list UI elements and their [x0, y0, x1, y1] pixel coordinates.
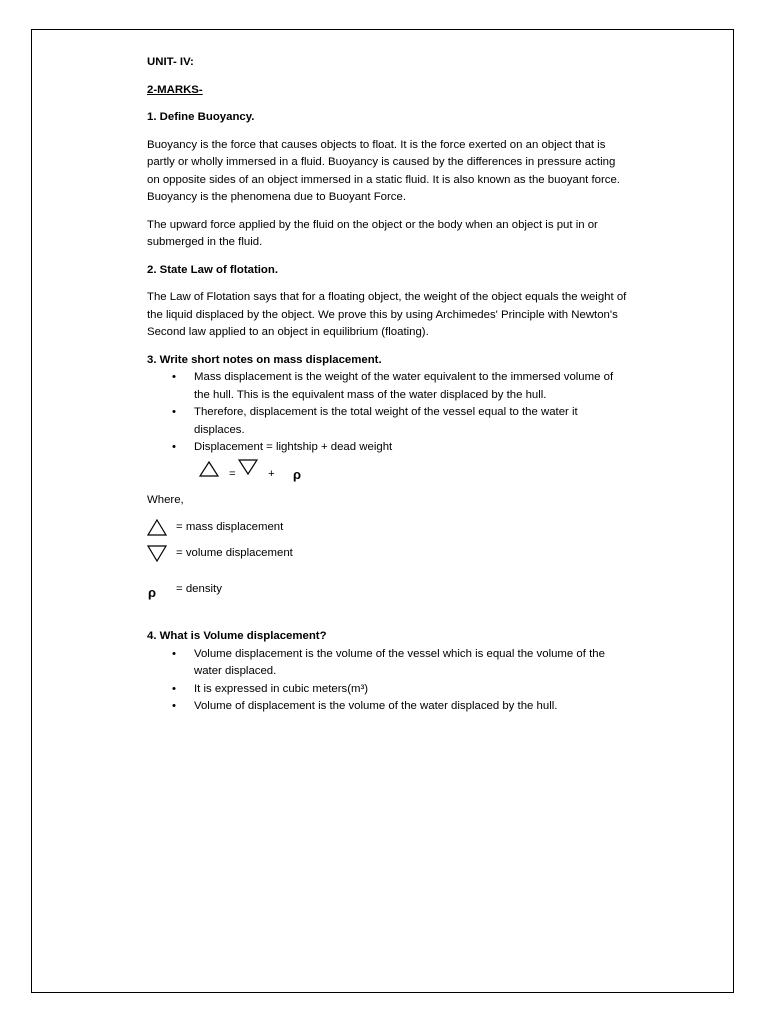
list-item: • Volume displacement is the volume of the vessel which is equal the volume of the water displaced.: [147, 646, 627, 681]
legend-volume-displacement: [147, 545, 627, 571]
q3-heading: 3. Write short notes on mass displacement.: [147, 353, 382, 366]
q1-paragraph-2: The upward force applied by the fluid on the object or the body when an object is put in or submerged in the fluid.: [147, 218, 598, 248]
triangle-up-icon: [147, 519, 167, 536]
legend-text: = mass displacement: [176, 521, 284, 533]
formula-rho: ρ: [293, 466, 302, 482]
q4-heading: 4. What is Volume displacement?: [147, 630, 327, 642]
legend-mass-displacement: [147, 519, 627, 545]
q1-paragraph-1: Buoyancy is the force that causes objects to float. It is the force exerted on an object that is partly or wholly immersed in a fluid. Buoyancy is caused by the differences in pressure acting on opposite sides of an object immersed in a static fluid. It is also known as the buoyant force. Buoyancy is the phenomena due to Buoyant Force.: [147, 138, 620, 203]
list-item: • Mass displacement is the weight of the water equivalent to the immersed volume of the hull. This is the equivalent mass of the water displaced by the hull.: [147, 369, 627, 404]
legend-text: = volume displacement: [176, 547, 293, 559]
q2-paragraph: The Law of Flotation says that for a floating object, the weight of the object equals the weight of the liquid displaced by the object. We prove this by using Archimedes' Principle with Newton's Second law applied to an object in equilibrium (floating).: [147, 291, 627, 338]
marks-heading: 2-MARKS-: [147, 83, 203, 96]
document-page: [31, 29, 734, 993]
where-label: Where,: [147, 493, 184, 506]
displacement-formula: [147, 457, 627, 493]
q1-heading: 1. Define Buoyancy.: [147, 111, 255, 123]
q3-bullet-list: [147, 369, 627, 457]
q4-bullet-list: [147, 646, 627, 716]
triangle-down-icon: [147, 545, 167, 562]
legend-density: [147, 581, 627, 607]
list-item: • Therefore, displacement is the total weight of the vessel equal to the water it displaces.: [147, 404, 627, 439]
list-item: • Displacement = lightship + dead weight: [147, 439, 627, 457]
list-item: • It is expressed in cubic meters(m³): [147, 681, 627, 699]
triangle-up-icon: [199, 461, 219, 477]
list-item: • Volume of displacement is the volume of the water displaced by the hull.: [147, 698, 627, 716]
legend-text: = density: [176, 583, 222, 595]
rho-symbol: ρ: [148, 585, 157, 600]
formula-equals: =: [229, 467, 236, 480]
triangle-down-icon: [238, 459, 258, 475]
document-body: [147, 54, 627, 716]
formula-plus: +: [268, 467, 275, 480]
unit-title: UNIT- IV:: [147, 56, 194, 68]
q2-heading: 2. State Law of flotation.: [147, 263, 278, 276]
